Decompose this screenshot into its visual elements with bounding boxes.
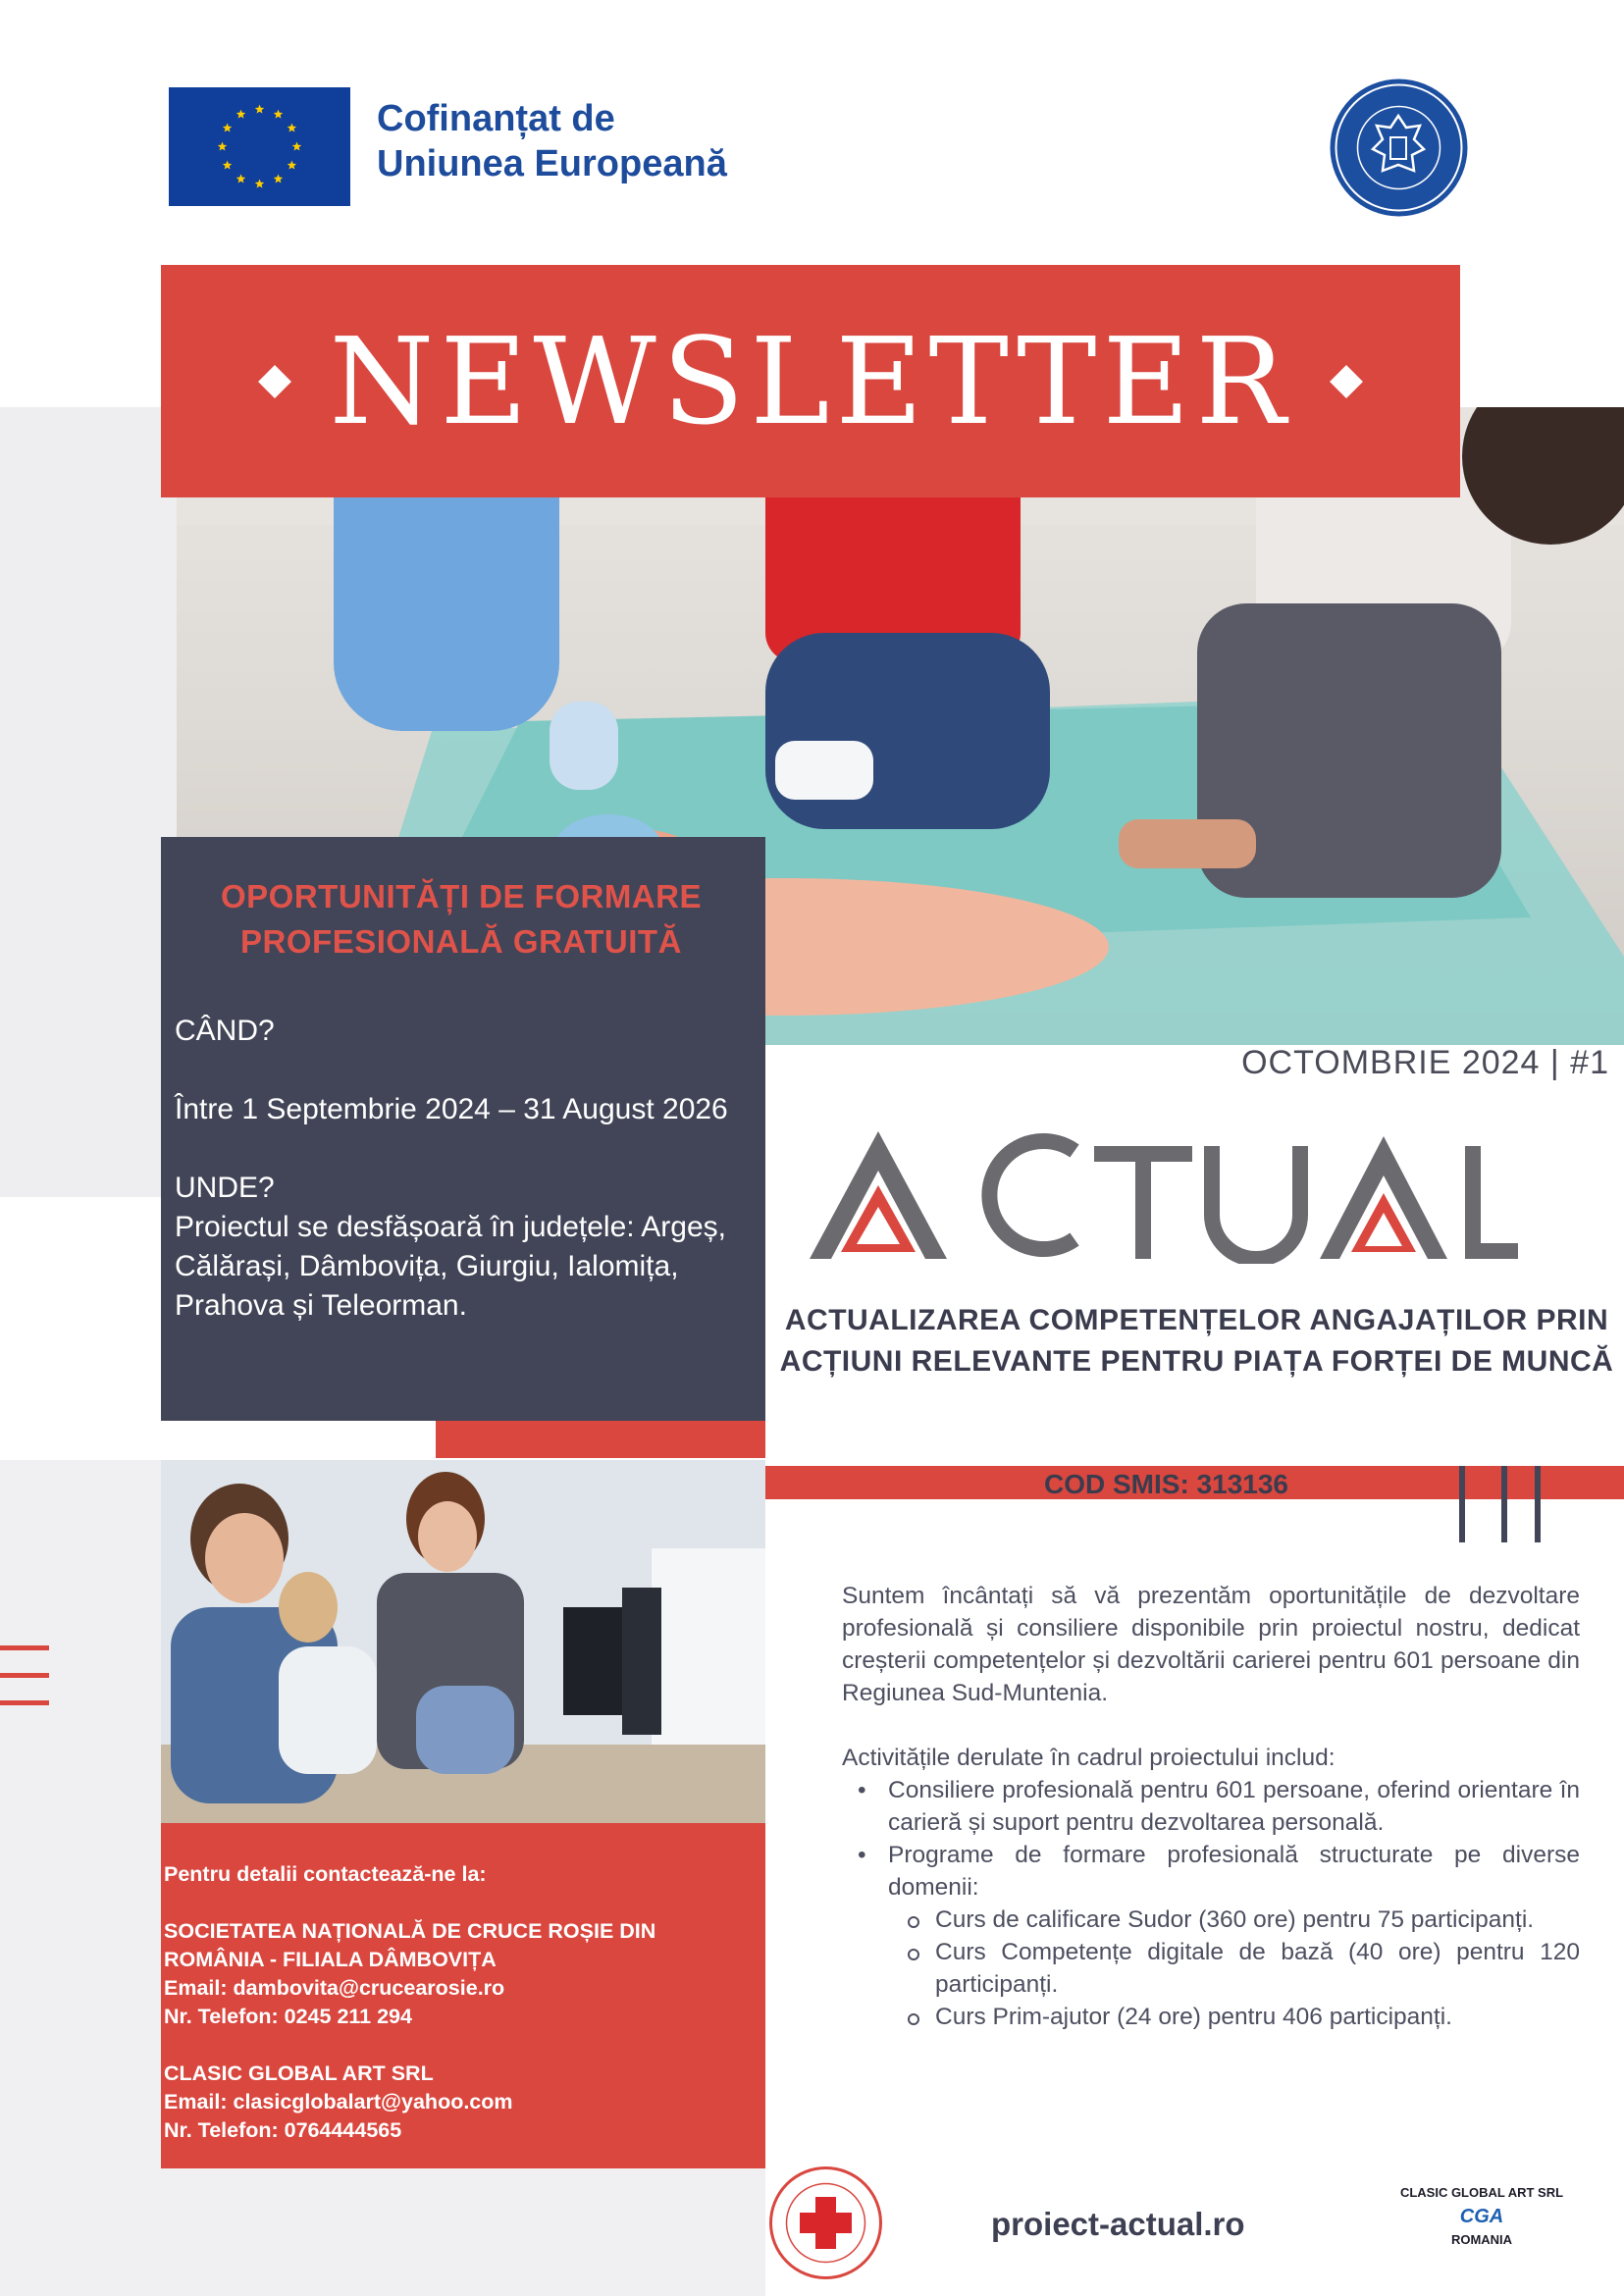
org1-email[interactable]: Email: dambovita@crucearosie.ro xyxy=(164,1976,505,2000)
issue-date: OCTOMBRIE 2024 | #1 xyxy=(1241,1044,1609,1081)
when-value: Între 1 Septembrie 2024 – 31 August 2026 xyxy=(175,1093,728,1125)
project-title: ACTUALIZAREA COMPETENȚELOR ANGAJAȚILOR PRIN ACȚIUNI RELEVANTE PENTRU PIAȚA FORȚEI DE MUNCĂ xyxy=(779,1304,1614,1378)
project-description xyxy=(842,1580,1580,2033)
org2-name: CLASIC GLOBAL ART SRL xyxy=(164,2061,434,2085)
newsletter-banner xyxy=(161,265,1460,497)
red-cross-logo xyxy=(768,2166,883,2280)
org1-name: SOCIETATEA NAȚIONALĂ DE CRUCE ROȘIE DIN ROMÂNIA - FILIALA DÂMBOVIȚA xyxy=(164,1919,656,1971)
training-info-box xyxy=(161,837,765,1421)
newsletter-title: NEWSLETTER xyxy=(329,311,1292,451)
smis-code: COD SMIS: 313136 xyxy=(1044,1469,1288,1499)
eu-stars-icon xyxy=(169,87,350,206)
actual-logo xyxy=(810,1126,1518,1264)
activities-list xyxy=(842,1774,1580,2033)
org2-email[interactable]: Email: clasicglobalart@yahoo.com xyxy=(164,2090,513,2113)
list-item: Curs Competențe digitale de bază (40 ore) pentru 120 participanți. xyxy=(842,1936,1580,2001)
activities-intro: Activitățile derulate în cadrul proiectului includ: xyxy=(842,1745,1336,1771)
cga-company-name: CLASIC GLOBAL ART SRL xyxy=(1399,2185,1564,2200)
cga-logo xyxy=(1374,2185,1590,2247)
eu-line-1: Cofinanțat de xyxy=(377,98,615,139)
org2-phone: Nr. Telefon: 0764444565 xyxy=(164,2118,402,2142)
training-heading: OPORTUNITĂȚI DE FORMARE PROFESIONALĂ GRATUITĂ xyxy=(221,878,702,960)
when-label: CÂND? xyxy=(175,1015,275,1047)
decorative-lines xyxy=(0,1645,49,1728)
contact-box xyxy=(161,1823,765,2168)
org1-phone: Nr. Telefon: 0245 211 294 xyxy=(164,2005,412,2028)
website-link[interactable]: proiect-actual.ro xyxy=(991,2206,1245,2242)
list-item: Curs Prim-ajutor (24 ore) pentru 406 participanți. xyxy=(842,2001,1580,2033)
eu-flag-logo xyxy=(169,87,350,206)
diamond-icon xyxy=(258,365,291,398)
background-panel xyxy=(0,407,177,1197)
classroom-photo xyxy=(161,1460,765,1823)
government-seal-logo xyxy=(1328,77,1470,219)
list-item: Curs de calificare Sudor (360 ore) pentru 75 participanți. xyxy=(842,1904,1580,1936)
list-item: • Programe de formare profesională structurate pe diverse domenii: xyxy=(842,1839,1580,1904)
eu-cofinancing-text xyxy=(377,96,727,186)
accent-bar xyxy=(436,1421,765,1458)
decorative-bar xyxy=(1535,1466,1541,1542)
decorative-bar xyxy=(1501,1466,1507,1542)
contact-intro: Pentru detalii contactează-ne la: xyxy=(164,1862,487,1886)
decorative-bar xyxy=(1459,1466,1465,1542)
eu-line-2: Uniunea Europeană xyxy=(377,143,727,184)
diamond-icon xyxy=(1330,365,1363,398)
where-value: Proiectul se desfășoară în județele: Argeș, Călărași, Dâmbovița, Giurgiu, Ialomița, Prahova și Teleorman. xyxy=(175,1211,727,1322)
intro-paragraph: Suntem încântați să vă prezentăm oportunitățile de dezvoltare profesională și consiliere disponibile prin proiectul nostru, dedicat creșterii competențelor și dezvoltării carierei pentru 601 persoane din Regiunea Sud-Muntenia. xyxy=(842,1583,1580,1706)
where-label: UNDE? xyxy=(175,1172,275,1204)
list-item: • Consiliere profesională pentru 601 persoane, oferind orientare în carieră și suport pentru dezvoltarea personală. xyxy=(842,1774,1580,1839)
cga-mark: CGA xyxy=(1459,2206,1504,2227)
cga-country: ROMANIA xyxy=(1450,2232,1513,2247)
